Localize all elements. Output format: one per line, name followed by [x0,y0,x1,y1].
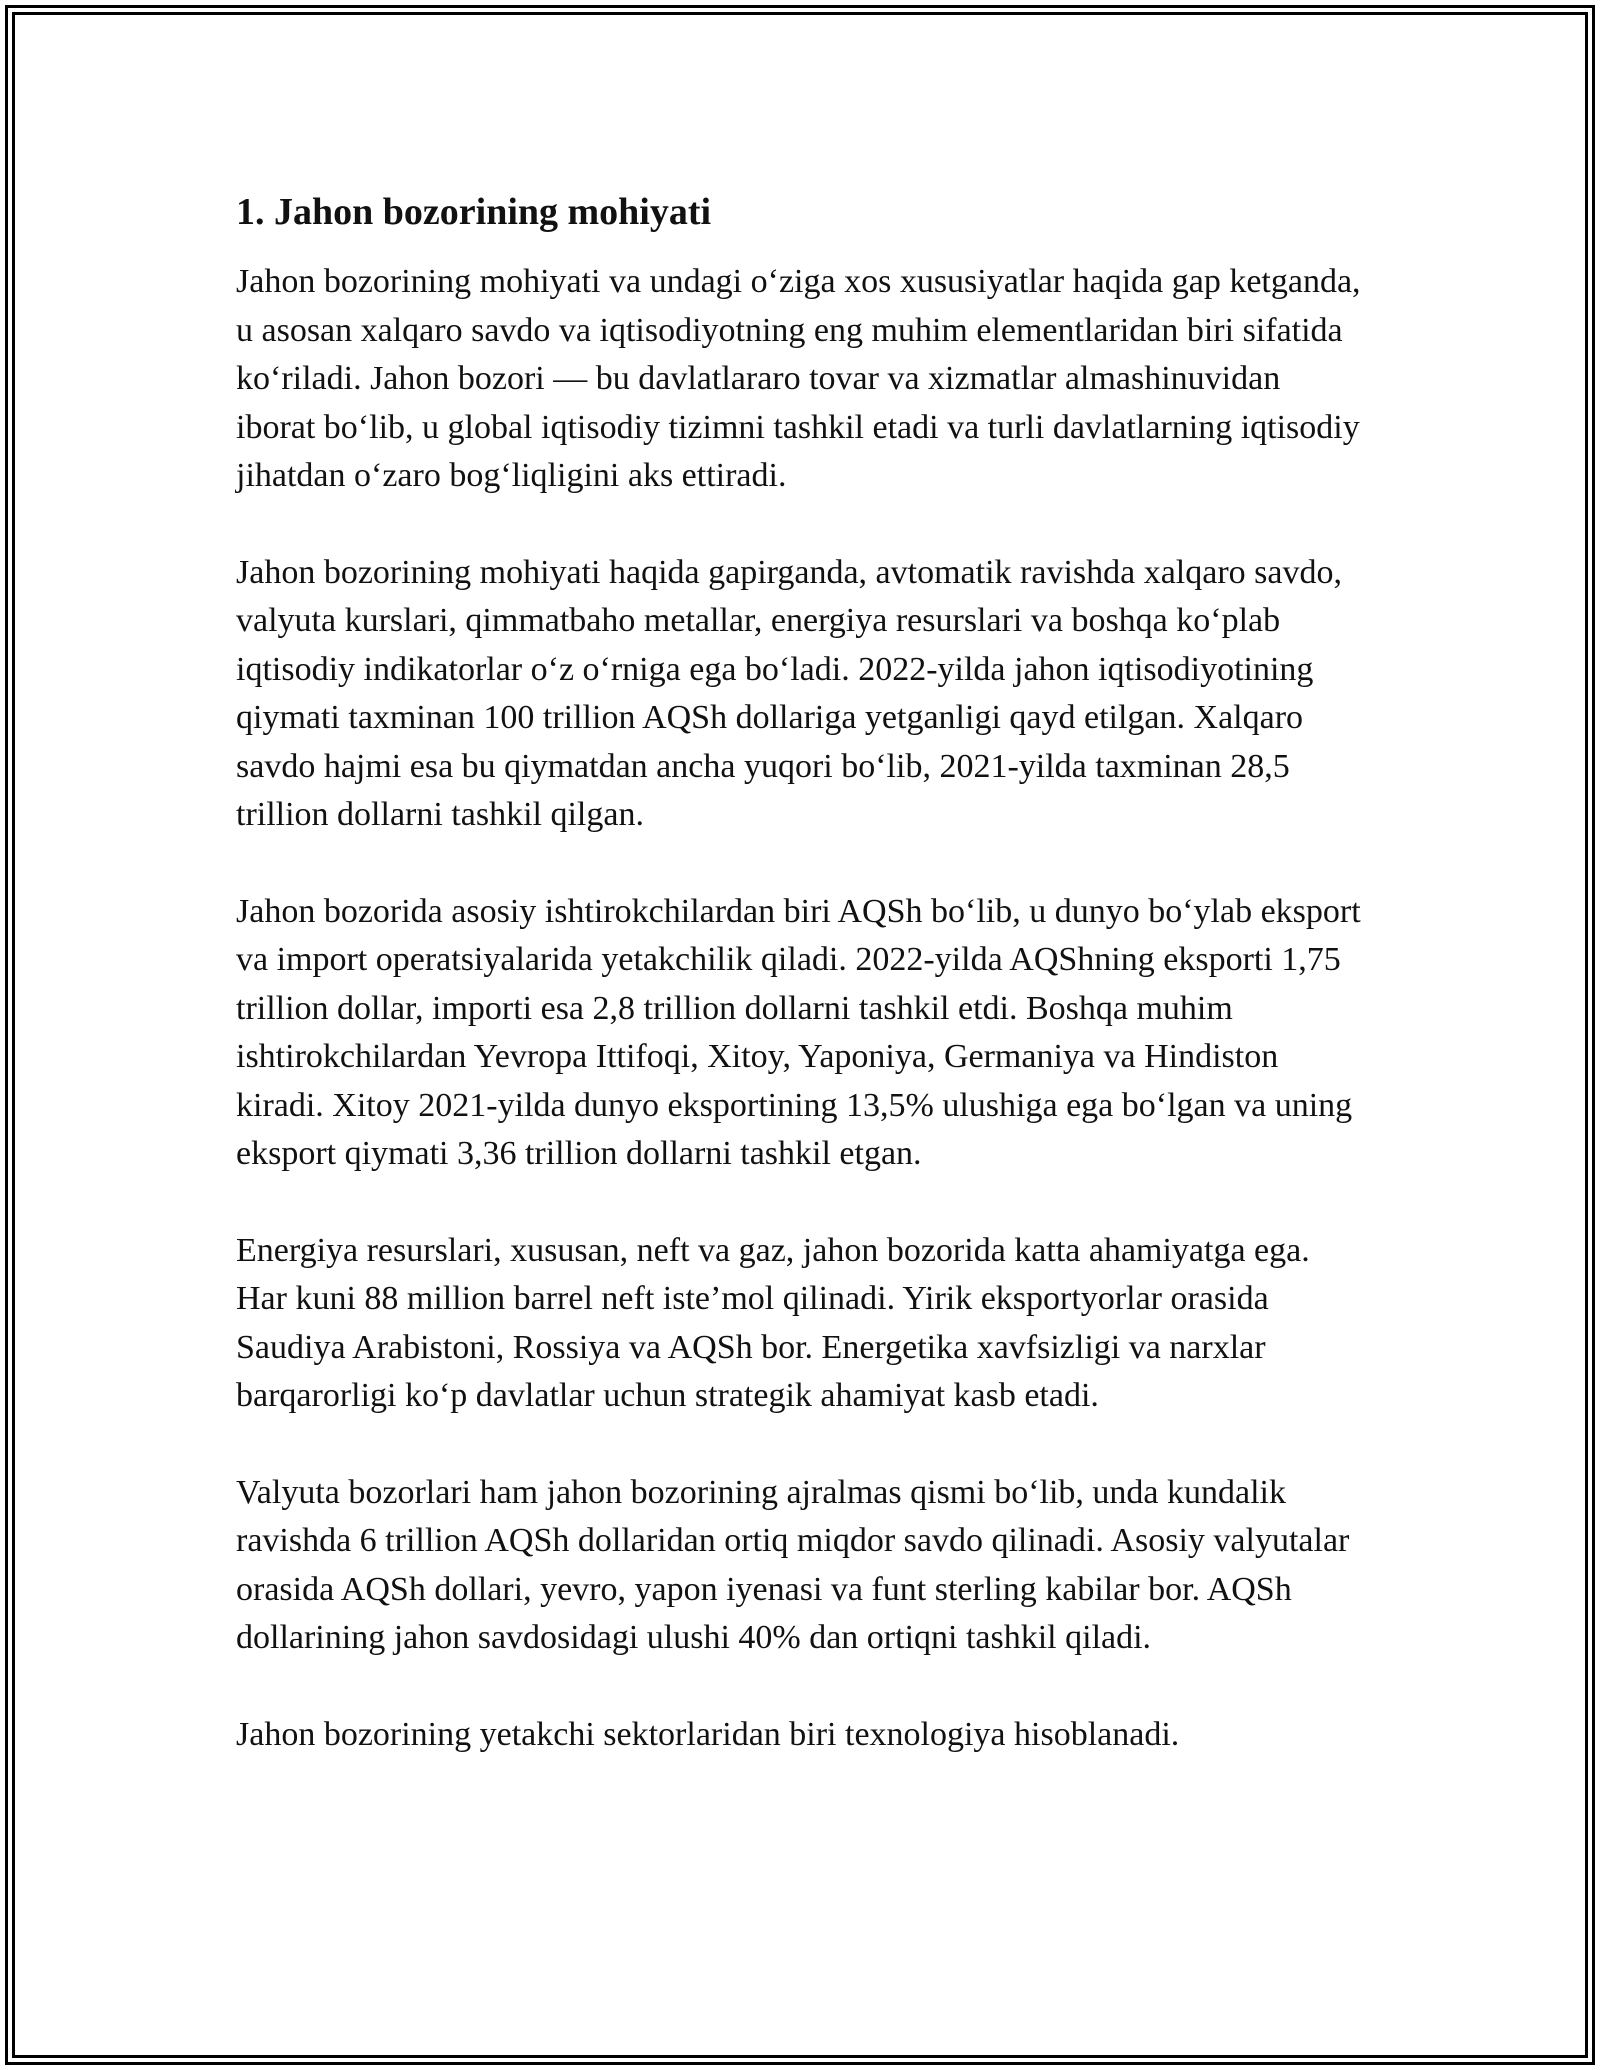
paragraph-main-participants: Jahon bozorida asosiy ishtirokchilardan biri AQSh bo‘lib, u dunyo bo‘ylab eksport va import operatsiyalarida yetakchilik qiladi. 2022-yilda AQShning eksporti 1,75 trillion dollar, importi esa 2,8 trillion dollarni tashkil etdi. Boshqa muhim ishtirokchilardan Yevropa Ittifoqi, Xitoy, Yaponiya, Germaniya va Hindiston kiradi. Xitoy 2021-yilda dunyo eksportining 13,5% ulushiga ega bo‘lgan va uning eksport qiymati 3,36 trillion dollarni tashkil etgan. [236,892,1361,1172]
document-body [236,188,1366,1807]
paragraph-technology-sector: Jahon bozorining yetakchi sektorlaridan biri texnologiya hisoblanadi. [236,1715,1180,1753]
paragraph-currency-markets: Valyuta bozorlari ham jahon bozorining ajralmas qismi bo‘lib, unda kundalik ravishda 6 trillion AQSh dollaridan ortiq miqdor savdo qilinadi. Asosiy valyutalar orasida AQSh dollari, yevro, yapon iyenasi va funt sterling kabilar bor. AQSh dollarining jahon savdosidagi ulushi 40% dan ortiqni tashkil qiladi. [236,1473,1350,1656]
paragraph-market-essence: Jahon bozorining mohiyati va undagi o‘ziga xos xususiyatlar haqida gap ketganda, u asosan xalqaro savdo va iqtisodiyotning eng muhim elementlaridan biri sifatida ko‘riladi. Jahon bozori — bu davlatlararo tovar va xizmatlar almashinuvidan iborat bo‘lib, u global iqtisodiy tizimni tashkil etadi va turli davlatlarning iqtisodiy jihatdan o‘zaro bog‘liqligini aks ettiradi. [236,263,1361,494]
paragraph-economic-indicators: Jahon bozorining mohiyati haqida gapirganda, avtomatik ravishda xalqaro savdo, valyuta kurslari, qimmatbaho metallar, energiya resurslari va boshqa ko‘plab iqtisodiy indikatorlar o‘z o‘rniga ega bo‘ladi. 2022-yilda jahon iqtisodiyotining qiymati taxminan 100 trillion AQSh dollariga yetganligi qayd etilgan. Xalqaro savdo hajmi esa bu qiymatdan ancha yuqori bo‘lib, 2021-yilda taxminan 28,5 trillion dollarni tashkil qilgan. [236,553,1342,833]
section-title: 1. Jahon bozorining mohiyati [236,191,712,233]
paragraph-energy-resources: Energiya resurslari, xususan, neft va gaz, jahon bozorida katta ahamiyatga ega. Har kuni 88 million barrel neft iste’mol qilinadi. Yirik eksportyorlar orasida Saudiya Arabistoni, Rossiya va AQSh bor. Energetika xavfsizligi va narxlar barqarorligi ko‘p davlatlar uchun strategik ahamiyat kasb etadi. [236,1231,1310,1414]
